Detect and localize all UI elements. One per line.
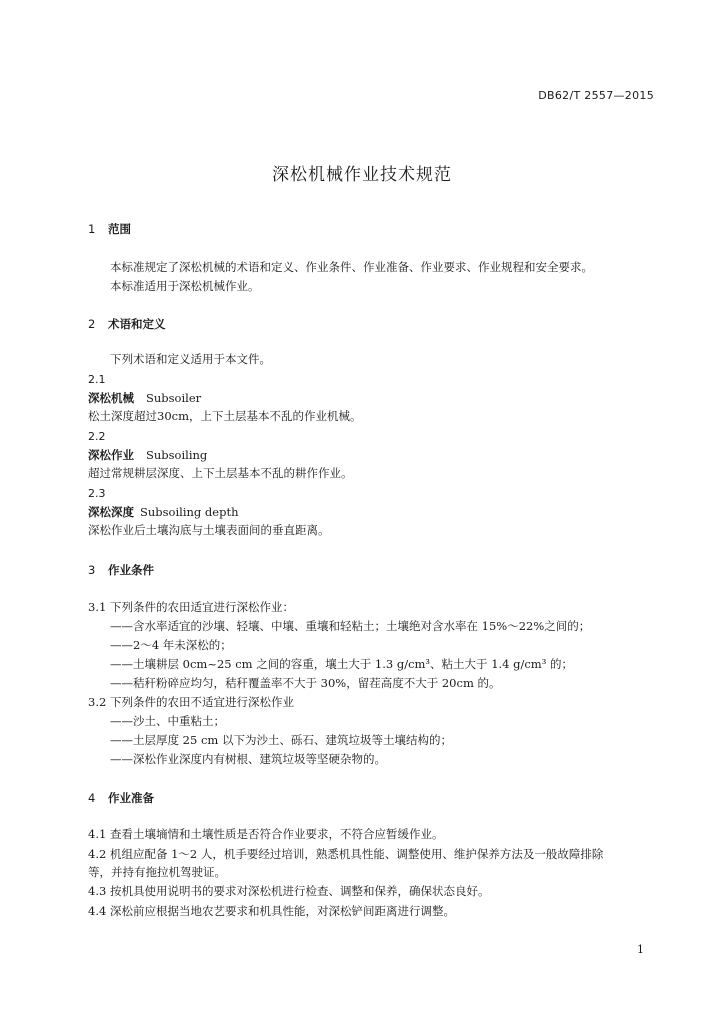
section-3-number: 3 <box>88 563 96 577</box>
term-2-definition: 超过常规耕层深度、上下土层基本不乱的耕作作业。 <box>88 466 353 480</box>
clause-4-4: 4.4 深松前应根据当地农艺要求和机具性能，对深松铲间距离进行调整。 <box>88 904 455 918</box>
section-1-number: 1 <box>88 222 96 236</box>
document-code: DB62/T 2557—2015 <box>538 89 654 102</box>
term-2-number: 2.2 <box>88 430 106 443</box>
clause-3-2: 3.2 下列条件的农田不适宜进行深松作业 <box>88 695 294 709</box>
clause-3-2-item: ——沙土、中重粘土； <box>110 714 225 728</box>
section-3-heading <box>88 562 154 578</box>
section-4-number: 4 <box>88 791 96 805</box>
term-1-cn: 深松机械 <box>88 391 134 405</box>
clause-4-2-line-2: 等，并持有拖拉机驾驶证。 <box>88 865 226 879</box>
term-2-en: Subsoiling <box>146 448 208 462</box>
term-3-number: 2.3 <box>88 487 106 500</box>
clause-4-1: 4.1 查看土壤墒情和土壤性质是否符合作业要求，不符合应暂缓作业。 <box>88 827 444 841</box>
section-2-number: 2 <box>88 317 96 331</box>
term-1-en: Subsoiler <box>146 391 202 405</box>
section-3-title: 作业条件 <box>108 563 154 577</box>
clause-3-1: 3.1 下列条件的农田适宜进行深松作业： <box>88 600 294 614</box>
section-4-title: 作业准备 <box>108 791 154 805</box>
clause-3-1-item: ——2～4 年未深松的； <box>110 638 232 652</box>
section-1-paragraph-1: 本标准规定了深松机械的术语和定义、作业条件、作业准备、作业要求、作业规程和安全要求。 <box>110 260 593 274</box>
term-2-label <box>88 447 207 463</box>
section-1-title: 范围 <box>108 222 131 236</box>
term-1-label <box>88 390 201 406</box>
clause-4-3: 4.3 按机具使用说明书的要求对深松机进行检查、调整和保养，确保状态良好。 <box>88 884 490 898</box>
term-3-definition: 深松作业后土壤沟底与土壤表面间的垂直距离。 <box>88 523 330 537</box>
section-2-heading <box>88 316 166 332</box>
clause-4-2-line-1: 4.2 机组应配备 1～2 人，机手要经过培训，熟悉机具性能、调整使用、维护保养方法及一般故障排除 <box>88 847 604 861</box>
term-3-cn: 深松深度 <box>88 505 134 519</box>
term-3-label <box>88 504 239 520</box>
term-3-en: Subsoiling depth <box>140 505 239 519</box>
clause-3-1-item: ——土壤耕层 0cm~25 cm 之间的容重，壤土大于 1.3 g/cm³、粘土大于 1.4 g/cm³ 的； <box>110 657 573 671</box>
document-title: 深松机械作业技术规范 <box>272 165 452 185</box>
section-1-heading <box>88 221 131 237</box>
term-1-definition: 松土深度超过30cm，上下土层基本不乱的作业机械。 <box>88 409 362 423</box>
clause-3-1-item: ——秸秆粉碎应均匀，秸秆覆盖率不大于 30%，留茬高度不大于 20cm 的。 <box>110 676 501 690</box>
clause-3-1-item: ——含水率适宜的沙壤、轻壤、中壤、重壤和轻粘土；土壤绝对含水率在 15%～22%之间的； <box>110 619 591 633</box>
clause-3-2-item: ——深松作业深度内有树根、建筑垃圾等坚硬杂物的。 <box>110 752 386 766</box>
section-2-intro: 下列术语和定义适用于本文件。 <box>110 352 271 366</box>
page-number: 1 <box>637 943 644 956</box>
clause-3-2-item: ——土层厚度 25 cm 以下为沙土、砾石、建筑垃圾等土壤结构的； <box>110 733 452 747</box>
term-2-cn: 深松作业 <box>88 448 134 462</box>
section-4-heading <box>88 790 154 806</box>
section-1-paragraph-2: 本标准适用于深松机械作业。 <box>110 279 260 293</box>
section-2-title: 术语和定义 <box>108 317 166 331</box>
term-1-number: 2.1 <box>88 373 106 386</box>
